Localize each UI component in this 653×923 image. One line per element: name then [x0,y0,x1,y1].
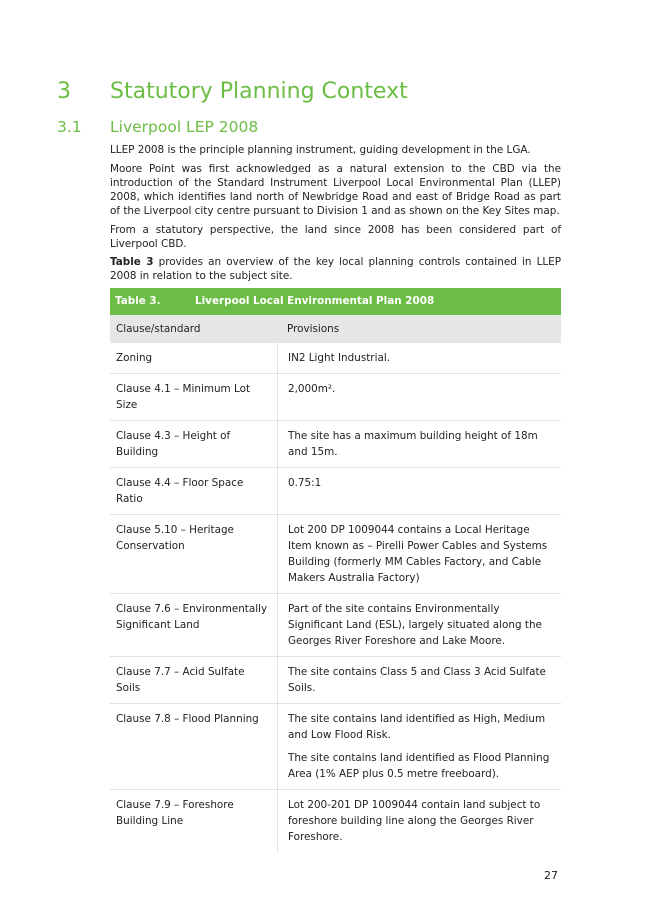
table-row [110,343,561,374]
paragraph-4 [110,255,561,283]
clause-cell: Clause 7.6 – Environmentally Significant Land [116,603,268,631]
page-number: 27 [544,869,558,882]
table-reference[interactable]: Table 3 [110,256,154,268]
clause-cell: Clause 4.4 – Floor Space Ratio [116,477,244,505]
table-header-row [110,315,561,343]
provision-text: IN2 Light Industrial. [288,352,391,364]
paragraph-4-text: provides an overview of the key local planning controls contained in LLEP 2008 in relation to the subject site. [110,256,561,282]
subsection-heading [57,118,258,136]
provisions-cell [277,468,561,514]
provision-text: Lot 200 DP 1009044 contains a Local Heritage Item known as – Pirelli Power Cables and Systems Building (formerly MM Cables Factory, and Cable Makers Australia Factory) [288,524,548,584]
table-row [110,468,561,515]
paragraph-1: LLEP 2008 is the principle planning instrument, guiding development in the LGA. [110,144,531,156]
table-row [110,374,561,421]
provisions-cell [277,657,561,703]
provision-text: The site contains land identified as High, Medium and Low Flood Risk. [288,713,546,741]
table-title: Liverpool Local Environmental Plan 2008 [195,295,435,307]
section-number: 3 [57,79,71,104]
provisions-cell [277,515,561,593]
provision-text: The site contains land identified as Flood Planning Area (1% AEP plus 0.5 metre freeboard). [288,752,550,780]
paragraph-2: Moore Point was first acknowledged as a natural extension to the CBD via the introduction of the Standard Instrument Liverpool Local Environmental Plan (LLEP) 2008, which identifies land north of Newbridge Road and east of Bridge Road as part of the Liverpool city centre pursuant to Division 1 and as shown on the Key Sites map. [110,163,561,217]
section-heading [57,79,408,104]
clause-cell: Clause 7.8 – Flood Planning [116,713,259,725]
provisions-cell [277,594,561,656]
provision-text: 0.75:1 [288,477,322,489]
provisions-cell [277,790,561,852]
subsection-title: Liverpool LEP 2008 [110,118,259,136]
header-clause: Clause/standard [116,323,201,335]
header-provisions: Provisions [287,323,340,335]
table-row [110,594,561,657]
section-title: Statutory Planning Context [110,79,408,104]
table-number: Table 3. [115,295,161,307]
provision-text: Part of the site contains Environmentally Significant Land (ESL), largely situated along the Georges River Foreshore and Lake Moore. [288,603,542,647]
provision-text: The site has a maximum building height of 18m and 15m. [288,430,538,458]
table-row [110,790,561,852]
table-row [110,421,561,468]
clause-cell: Clause 4.1 – Minimum Lot Size [116,383,251,411]
planning-controls-table [110,288,561,852]
clause-cell: Clause 5.10 – Heritage Conservation [116,524,234,552]
subsection-number: 3.1 [57,118,82,136]
provisions-cell [277,343,561,373]
clause-cell: Zoning [116,352,153,364]
provisions-cell [277,421,561,467]
table-caption [110,288,561,315]
provision-text: 2,000m². [288,383,336,395]
clause-cell: Clause 7.9 – Foreshore Building Line [116,799,234,827]
clause-cell: Clause 4.3 – Height of Building [116,430,231,458]
clause-cell: Clause 7.7 – Acid Sulfate Soils [116,666,245,694]
provisions-cell [277,704,561,789]
table-row [110,657,561,704]
provision-text: The site contains Class 5 and Class 3 Acid Sulfate Soils. [288,666,546,694]
paragraph-3: From a statutory perspective, the land since 2008 has been considered part of Liverpool CBD. [110,224,561,250]
table-row [110,704,561,790]
provision-text: Lot 200-201 DP 1009044 contain land subject to foreshore building line along the Georges River Foreshore. [288,799,541,843]
provisions-cell [277,374,561,420]
table-row [110,515,561,594]
